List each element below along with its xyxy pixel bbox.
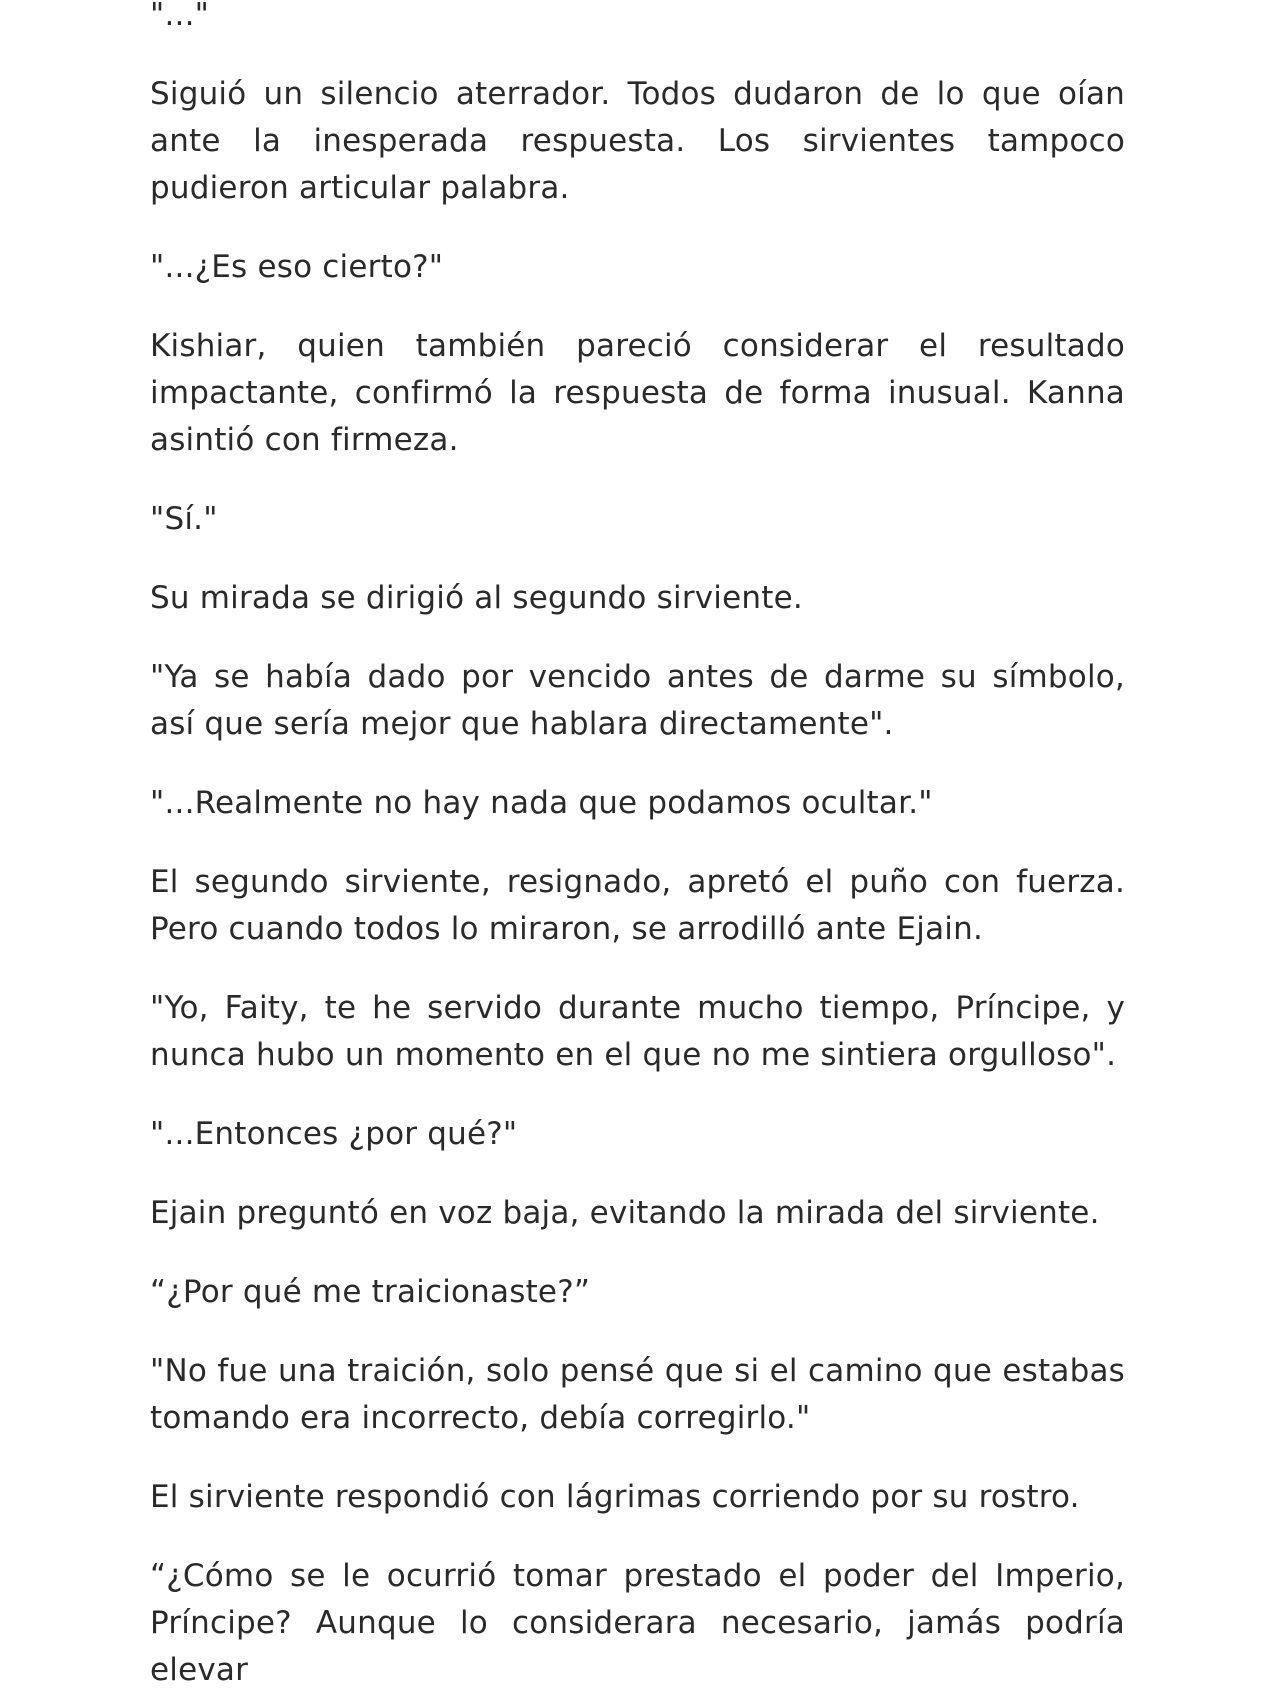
paragraph-4: Kishiar, quien también pareció considerar el resultado impactante, confirmó la respuesta de forma inusual. Kanna asintió con firmeza. bbox=[150, 328, 1125, 458]
paragraph-5: "Sí." bbox=[150, 501, 218, 537]
paragraph-16: “¿Cómo se le ocurrió tomar prestado el poder del Imperio, Príncipe? Aunque lo considerara necesario, jamás podría elevar bbox=[150, 1558, 1125, 1688]
paragraph-2: Siguió un silencio aterrador. Todos dudaron de lo que oían ante la inesperada respuesta. Los sirvientes tampoco pudieron articular palabra. bbox=[150, 76, 1125, 206]
paragraph-11: "...Entonces ¿por qué?" bbox=[150, 1116, 518, 1152]
paragraph-14: "No fue una traición, solo pensé que si el camino que estabas tomando era incorrecto, debía corregirlo." bbox=[150, 1353, 1125, 1436]
paragraph-6: Su mirada se dirigió al segundo sirviente. bbox=[150, 580, 803, 616]
paragraph-1: "..." bbox=[150, 0, 210, 33]
paragraph-3: "...¿Es eso cierto?" bbox=[150, 249, 444, 285]
paragraph-13: “¿Por qué me traicionaste?” bbox=[150, 1274, 591, 1310]
paragraph-8: "...Realmente no hay nada que podamos ocultar." bbox=[150, 785, 933, 821]
paragraph-15: El sirviente respondió con lágrimas corriendo por su rostro. bbox=[150, 1479, 1080, 1515]
document-page bbox=[150, 0, 1125, 1688]
paragraph-12: Ejain preguntó en voz baja, evitando la mirada del sirviente. bbox=[150, 1195, 1100, 1231]
paragraph-9: El segundo sirviente, resignado, apretó el puño con fuerza. Pero cuando todos lo miraron, se arrodilló ante Ejain. bbox=[150, 864, 1125, 947]
paragraph-10: "Yo, Faity, te he servido durante mucho tiempo, Príncipe, y nunca hubo un momento en el que no me sintiera orgulloso". bbox=[150, 990, 1125, 1073]
paragraph-7: "Ya se había dado por vencido antes de darme su símbolo, así que sería mejor que hablara directamente". bbox=[150, 659, 1125, 742]
